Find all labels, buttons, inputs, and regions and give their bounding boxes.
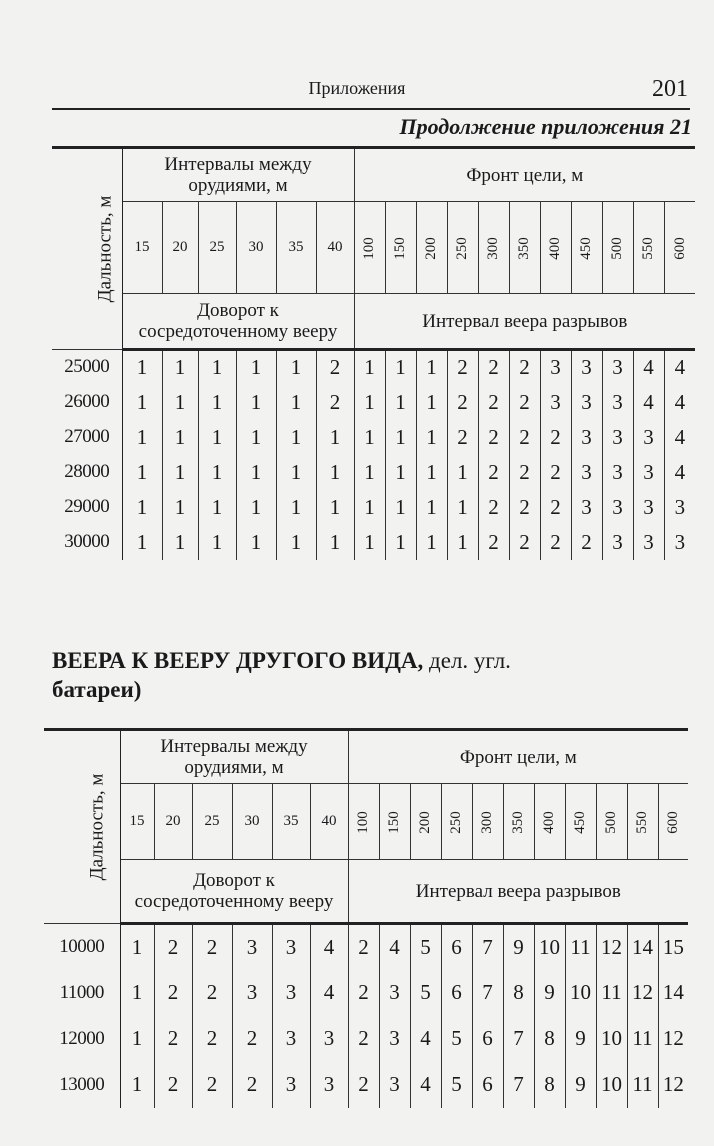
burst-cell: 11 — [627, 1016, 658, 1062]
burst-cell: 15 — [662, 934, 684, 959]
burst-cell: 1 — [385, 385, 416, 420]
front-col: 250 — [441, 784, 472, 860]
burst-cell: 2 — [447, 350, 478, 385]
turn-cell: 1 — [198, 385, 236, 420]
burst-cell: 1 — [354, 490, 385, 525]
burst-cell: 1 — [354, 385, 385, 420]
burst-cell: 6 — [472, 1062, 503, 1108]
turn-cell: 1 — [276, 350, 316, 385]
interval-col: 25 — [192, 784, 232, 860]
burst-cell: 3 — [571, 350, 602, 385]
burst-cell: 2 — [447, 385, 478, 420]
burst-cell: 3 — [633, 420, 664, 455]
front-col: 250 — [447, 202, 478, 294]
burst-cell: 9 — [503, 924, 534, 970]
table-row — [14, 970, 688, 1016]
front-col: 350 — [509, 202, 540, 294]
burst-cell: 5 — [410, 924, 441, 970]
burst-cell: 1 — [385, 420, 416, 455]
turn-cell: 1 — [162, 385, 198, 420]
burst-cell: 11 — [627, 1062, 658, 1108]
front-col: 100 — [348, 784, 379, 860]
turn-cell: 1 — [162, 525, 198, 560]
range-cell: 29000 — [52, 490, 122, 525]
range-cell: 10000 — [44, 924, 120, 970]
burst-cell: 8 — [534, 1016, 565, 1062]
burst-cell: 12 — [627, 970, 658, 1016]
turn-cell: 2 — [316, 350, 354, 385]
burst-cell: 4 — [379, 924, 410, 970]
burst-cell: 1 — [385, 525, 416, 560]
range-header — [44, 730, 120, 924]
burst-cell: 7 — [472, 924, 503, 970]
interval-col: 25 — [198, 202, 236, 294]
burst-cell: 2 — [509, 350, 540, 385]
burst-cell: 11 — [565, 924, 596, 970]
turn-cell: 1 — [120, 1062, 154, 1108]
header-rule — [52, 108, 690, 110]
burst-cell: 2 — [509, 490, 540, 525]
interval-col: 15 — [122, 202, 162, 294]
turn-cell: 2 — [154, 1016, 192, 1062]
burst-cell: 3 — [633, 525, 664, 560]
front-col: 600 — [658, 784, 688, 860]
turn-cell: 1 — [122, 350, 162, 385]
range-cell: 27000 — [52, 420, 122, 455]
range-cell: 12000 — [44, 1016, 120, 1062]
turn-cell: 2 — [232, 1016, 272, 1062]
burst-cell: 1 — [385, 455, 416, 490]
burst-cell: 3 — [674, 494, 686, 519]
burst-cell: 10 — [565, 970, 596, 1016]
turn-cell: 3 — [272, 970, 310, 1016]
burst-cell: 1 — [447, 455, 478, 490]
section-2-title-rest: дел. угл. — [423, 648, 511, 673]
section-title: Приложения — [308, 78, 406, 98]
turn-cell: 1 — [236, 525, 276, 560]
burst-cell: 3 — [674, 529, 686, 554]
burst-cell: 9 — [565, 1016, 596, 1062]
burst-cell: 2 — [348, 1016, 379, 1062]
turn-cell: 3 — [232, 924, 272, 970]
table-row — [14, 420, 695, 455]
burst-cell: 1 — [416, 455, 447, 490]
burst-cell: 2 — [478, 525, 509, 560]
section-2-title — [52, 646, 692, 704]
burst-cell: 1 — [385, 490, 416, 525]
burst-cell: 4 — [633, 385, 664, 420]
turn-cell: 1 — [236, 455, 276, 490]
burst-cell: 4 — [674, 459, 686, 484]
interval-col: 35 — [276, 202, 316, 294]
turn-cell: 1 — [198, 350, 236, 385]
burst-cell: 1 — [385, 350, 416, 385]
burst-cell: 12 — [662, 1072, 684, 1096]
turn-cell: 1 — [162, 420, 198, 455]
burst-cell: 11 — [596, 970, 627, 1016]
front-col: 200 — [416, 202, 447, 294]
table-row — [14, 385, 695, 420]
turn-cell: 3 — [272, 1016, 310, 1062]
turn-cell: 1 — [316, 525, 354, 560]
burst-cell: 3 — [602, 350, 633, 385]
burst-cell: 6 — [472, 1016, 503, 1062]
turn-cell: 1 — [198, 455, 236, 490]
table-row — [14, 525, 695, 560]
turn-cell: 2 — [192, 924, 232, 970]
burst-header: Интервал веера разрывов — [348, 860, 688, 924]
table-row — [14, 924, 688, 970]
burst-cell: 3 — [633, 490, 664, 525]
burst-cell: 4 — [674, 355, 686, 380]
burst-cell: 3 — [602, 455, 633, 490]
burst-cell: 7 — [503, 1062, 534, 1108]
front-col: 400 — [534, 784, 565, 860]
section-2-title-line2: батареи) — [52, 677, 142, 702]
burst-cell: 5 — [441, 1062, 472, 1108]
burst-cell: 3 — [571, 385, 602, 420]
burst-cell: 14 — [627, 924, 658, 970]
turn-cell: 1 — [122, 385, 162, 420]
turn-cell: 2 — [154, 1062, 192, 1108]
section-2-title-bold: ВЕЕРА К ВЕЕРУ ДРУГОГО ВИДА, — [52, 648, 424, 673]
burst-cell: 8 — [534, 1062, 565, 1108]
burst-cell: 2 — [571, 525, 602, 560]
burst-cell: 2 — [478, 490, 509, 525]
burst-cell: 6 — [441, 924, 472, 970]
turn-cell: 2 — [316, 385, 354, 420]
burst-cell: 1 — [354, 350, 385, 385]
burst-cell: 2 — [540, 455, 571, 490]
burst-cell: 3 — [379, 970, 410, 1016]
turn-cell: 1 — [316, 420, 354, 455]
turn-cell: 1 — [276, 525, 316, 560]
turn-cell: 1 — [122, 490, 162, 525]
burst-cell: 3 — [540, 385, 571, 420]
burst-cell: 2 — [540, 490, 571, 525]
burst-cell: 1 — [416, 525, 447, 560]
turn-cell: 3 — [310, 1016, 348, 1062]
burst-cell: 3 — [571, 455, 602, 490]
burst-cell: 1 — [354, 420, 385, 455]
burst-cell: 2 — [447, 420, 478, 455]
burst-cell: 3 — [540, 350, 571, 385]
interval-col: 20 — [154, 784, 192, 860]
burst-cell: 12 — [662, 1026, 684, 1050]
table-row — [14, 350, 695, 385]
turn-cell: 2 — [192, 1016, 232, 1062]
interval-col: 40 — [310, 784, 348, 860]
burst-cell: 1 — [354, 525, 385, 560]
burst-cell: 6 — [441, 970, 472, 1016]
turn-cell: 2 — [154, 924, 192, 970]
turn-cell: 1 — [198, 420, 236, 455]
burst-cell: 10 — [534, 924, 565, 970]
burst-cell: 2 — [509, 385, 540, 420]
table-row — [14, 1062, 688, 1108]
burst-cell: 8 — [503, 970, 534, 1016]
burst-cell: 4 — [674, 389, 686, 414]
burst-cell: 10 — [596, 1016, 627, 1062]
front-col: 100 — [354, 202, 385, 294]
turn-cell: 1 — [276, 385, 316, 420]
intervals-header: Интервалы между орудиями, м — [120, 730, 348, 784]
front-col: 500 — [602, 202, 633, 294]
burst-cell: 3 — [379, 1016, 410, 1062]
range-cell: 26000 — [52, 385, 122, 420]
burst-cell: 2 — [348, 1062, 379, 1108]
turn-cell: 3 — [272, 1062, 310, 1108]
turn-cell: 1 — [236, 420, 276, 455]
interval-col: 30 — [236, 202, 276, 294]
turn-cell: 1 — [120, 970, 154, 1016]
turn-cell: 1 — [236, 385, 276, 420]
burst-cell: 1 — [416, 420, 447, 455]
table-row — [14, 455, 695, 490]
burst-cell: 2 — [540, 525, 571, 560]
burst-cell: 3 — [571, 420, 602, 455]
turn-cell: 2 — [232, 1062, 272, 1108]
blank-margin — [14, 148, 52, 202]
turn-cell: 1 — [316, 455, 354, 490]
burst-cell: 10 — [596, 1062, 627, 1108]
turn-cell: 1 — [198, 490, 236, 525]
burst-cell: 2 — [348, 970, 379, 1016]
turn-cell: 4 — [310, 924, 348, 970]
turn-cell: 4 — [310, 970, 348, 1016]
range-cell: 28000 — [52, 455, 122, 490]
burst-cell: 1 — [354, 455, 385, 490]
range-label: Дальность, м — [86, 773, 108, 881]
table-2 — [14, 728, 688, 1108]
front-col: 300 — [478, 202, 509, 294]
front-col: 300 — [472, 784, 503, 860]
interval-col: 15 — [120, 784, 154, 860]
front-col: 200 — [410, 784, 441, 860]
burst-cell: 12 — [596, 924, 627, 970]
interval-col: 30 — [232, 784, 272, 860]
turn-cell: 1 — [122, 455, 162, 490]
burst-header: Интервал веера разрывов — [354, 294, 695, 350]
burst-cell: 4 — [410, 1062, 441, 1108]
interval-col: 35 — [272, 784, 310, 860]
burst-cell: 2 — [478, 420, 509, 455]
burst-cell: 1 — [416, 385, 447, 420]
burst-cell: 3 — [602, 525, 633, 560]
running-head — [0, 38, 714, 102]
burst-cell: 2 — [540, 420, 571, 455]
turn-cell: 1 — [162, 490, 198, 525]
burst-cell: 3 — [633, 455, 664, 490]
front-header: Фронт цели, м — [348, 730, 688, 784]
burst-cell: 7 — [503, 1016, 534, 1062]
turn-cell: 1 — [122, 525, 162, 560]
turn-cell: 2 — [154, 970, 192, 1016]
front-col: 500 — [596, 784, 627, 860]
front-col: 550 — [633, 202, 664, 294]
turn-cell: 1 — [198, 525, 236, 560]
turn-cell: 1 — [276, 455, 316, 490]
front-col: 350 — [503, 784, 534, 860]
turn-cell: 1 — [162, 350, 198, 385]
range-cell: 25000 — [52, 350, 122, 385]
front-col: 450 — [571, 202, 602, 294]
turn-cell: 3 — [272, 924, 310, 970]
burst-cell: 3 — [602, 490, 633, 525]
front-col: 400 — [540, 202, 571, 294]
range-cell: 13000 — [44, 1062, 120, 1108]
burst-cell: 2 — [348, 924, 379, 970]
turn-cell: 1 — [236, 490, 276, 525]
page-number: 201 — [652, 76, 688, 102]
front-header: Фронт цели, м — [354, 148, 695, 202]
interval-col: 40 — [316, 202, 354, 294]
turn-cell: 3 — [232, 970, 272, 1016]
burst-cell: 4 — [633, 350, 664, 385]
burst-cell: 3 — [571, 490, 602, 525]
turn-cell: 1 — [276, 420, 316, 455]
turn-cell: 1 — [122, 420, 162, 455]
turn-cell: 1 — [236, 350, 276, 385]
table-row — [14, 1016, 688, 1062]
front-col: 150 — [379, 784, 410, 860]
turn-cell: 3 — [310, 1062, 348, 1108]
continuation-label: Продолжение приложения 21 — [399, 114, 692, 139]
turn-cell: 1 — [276, 490, 316, 525]
burst-cell: 5 — [441, 1016, 472, 1062]
front-col: 600 — [664, 202, 695, 294]
turn-cell: 2 — [192, 970, 232, 1016]
interval-col: 20 — [162, 202, 198, 294]
burst-cell: 1 — [447, 490, 478, 525]
burst-cell: 1 — [447, 525, 478, 560]
front-col: 150 — [385, 202, 416, 294]
burst-cell: 4 — [410, 1016, 441, 1062]
burst-cell: 3 — [602, 420, 633, 455]
burst-cell: 5 — [410, 970, 441, 1016]
burst-cell: 9 — [565, 1062, 596, 1108]
range-label: Дальность, м — [94, 195, 116, 303]
burst-cell: 2 — [478, 455, 509, 490]
turn-cell: 1 — [120, 924, 154, 970]
range-header — [52, 148, 122, 350]
burst-cell: 3 — [602, 385, 633, 420]
burst-cell: 7 — [472, 970, 503, 1016]
turn-cell: 1 — [316, 490, 354, 525]
table-1 — [14, 146, 695, 560]
turn-header: Доворот к сосредоточенному вееру — [120, 860, 348, 924]
burst-cell: 3 — [379, 1062, 410, 1108]
turn-header: Доворот к сосредоточенному вееру — [122, 294, 354, 350]
range-cell: 11000 — [44, 970, 120, 1016]
table-row — [14, 490, 695, 525]
turn-cell: 1 — [120, 1016, 154, 1062]
turn-cell: 1 — [162, 455, 198, 490]
burst-cell: 2 — [509, 420, 540, 455]
burst-cell: 1 — [416, 490, 447, 525]
range-cell: 30000 — [52, 525, 122, 560]
intervals-header: Интервалы между орудиями, м — [122, 148, 354, 202]
burst-cell: 9 — [534, 970, 565, 1016]
burst-cell: 14 — [662, 980, 684, 1004]
front-col: 450 — [565, 784, 596, 860]
burst-cell: 2 — [509, 455, 540, 490]
burst-cell: 4 — [674, 424, 686, 449]
turn-cell: 2 — [192, 1062, 232, 1108]
front-col: 550 — [627, 784, 658, 860]
burst-cell: 2 — [478, 385, 509, 420]
burst-cell: 1 — [416, 350, 447, 385]
burst-cell: 2 — [478, 350, 509, 385]
burst-cell: 2 — [509, 525, 540, 560]
